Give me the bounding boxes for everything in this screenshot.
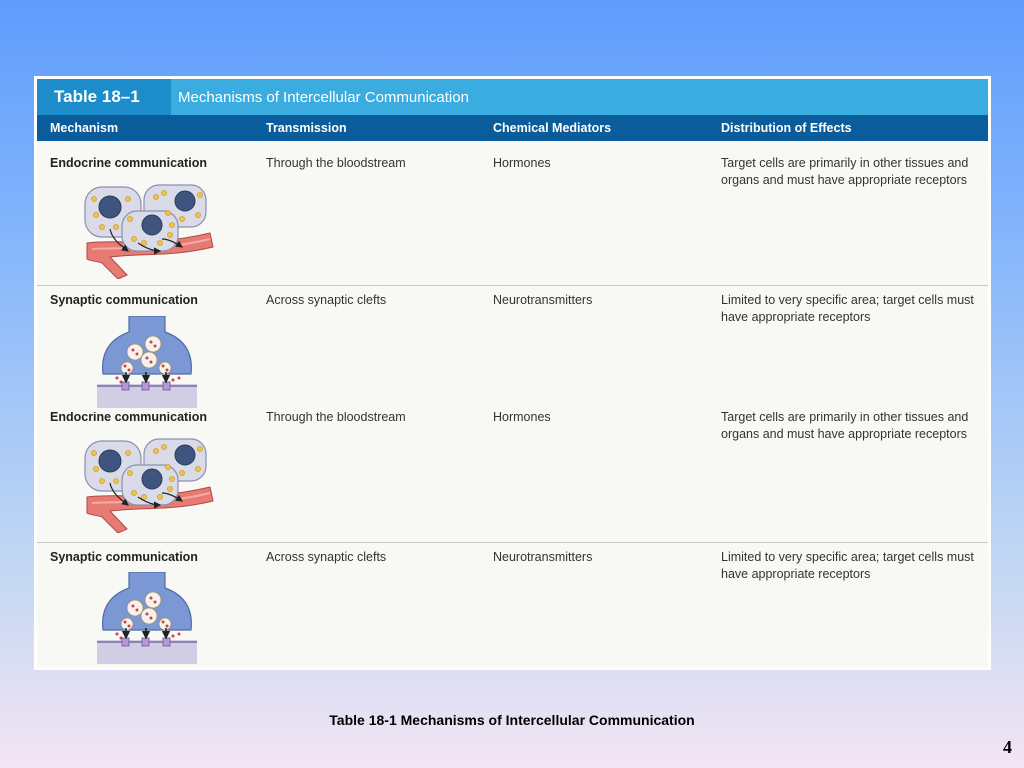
header-mechanism: Mechanism <box>50 121 119 135</box>
table-title: Mechanisms of Intercellular Communication <box>178 89 469 106</box>
table-title-bar <box>37 79 988 115</box>
cell-chemical-mediators: Hormones <box>493 412 551 424</box>
table-row-synaptic-repeat <box>37 543 988 667</box>
cell-mechanism: Endocrine communication <box>50 156 207 170</box>
cell-distribution: Target cells are primarily in other tissues and organs and must have appropriate receptors <box>721 412 969 441</box>
endocrine-illustration <box>82 435 217 533</box>
cell-distribution: Limited to very specific area; target cells must have appropriate receptors <box>721 293 974 324</box>
cell-mechanism: Endocrine communication <box>50 412 207 424</box>
cell-mechanism: Synaptic communication <box>50 550 198 564</box>
table-label: Table 18–1 <box>37 79 171 115</box>
table-header-row <box>37 115 988 141</box>
header-distribution-of-effects: Distribution of Effects <box>721 121 852 135</box>
cell-chemical-mediators: Neurotransmitters <box>493 550 593 564</box>
table-row-endocrine-repeat <box>37 412 988 542</box>
cell-transmission: Through the bloodstream <box>266 412 406 424</box>
table-row-endocrine <box>37 149 988 285</box>
slide-caption: Table 18-1 Mechanisms of Intercellular Communication <box>329 712 695 728</box>
endocrine-illustration <box>82 181 217 279</box>
synapse-illustration <box>95 316 200 412</box>
header-transmission: Transmission <box>266 121 347 135</box>
cell-transmission: Across synaptic clefts <box>266 550 387 564</box>
cell-distribution: Target cells are primarily in other tissues and organs and must have appropriate receptors <box>721 156 969 187</box>
cell-transmission: Through the bloodstream <box>266 156 406 170</box>
cell-chemical-mediators: Neurotransmitters <box>493 293 593 307</box>
cell-distribution: Limited to very specific area; target cells must have appropriate receptors <box>721 550 974 581</box>
header-chemical-mediators: Chemical Mediators <box>493 121 612 135</box>
slide-frame <box>34 76 991 670</box>
table-panel <box>37 79 988 667</box>
page-number: 4 <box>1003 737 1012 757</box>
cell-chemical-mediators: Hormones <box>493 156 551 170</box>
synapse-illustration <box>95 572 200 667</box>
table-row-synaptic <box>37 286 988 412</box>
cell-transmission: Across synaptic clefts <box>266 293 387 307</box>
cell-mechanism: Synaptic communication <box>50 293 198 307</box>
